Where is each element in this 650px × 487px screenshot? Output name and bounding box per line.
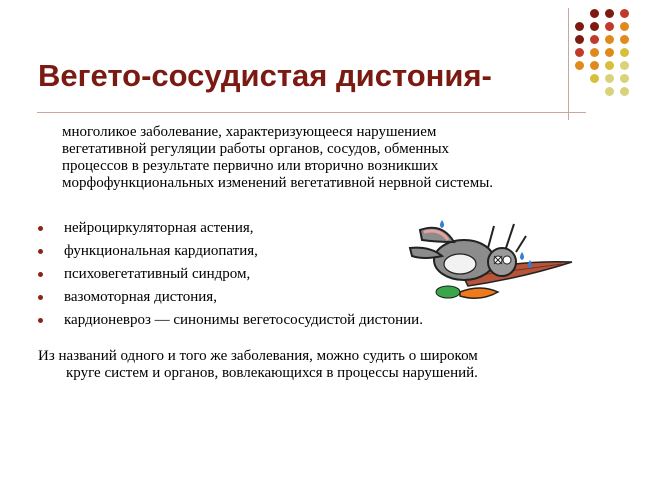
list-item-text: психовегетативный синдром, [64, 266, 251, 282]
intro-line: вегетативной регуляции работы органов, сосудов, обменных [62, 141, 450, 157]
list-item [34, 220, 423, 243]
list-item-text: нейроциркуляторная астения, [64, 220, 254, 236]
list-item-text: кардионевроз — синонимы вегетососудистой дистонии. [64, 312, 423, 328]
decorative-dot [605, 9, 614, 18]
list-item [34, 289, 423, 312]
vertical-divider [568, 8, 569, 120]
decorative-dot [605, 61, 614, 70]
conclusion-line: круге систем и органов, вовлекающихся в процессы нарушений. [66, 365, 478, 381]
decorative-dot [590, 9, 599, 18]
decorative-dot [620, 87, 629, 96]
decorative-dot [575, 61, 584, 70]
list-item [34, 312, 423, 335]
intro-line: процессов в результате первично или вторично возникших [62, 158, 439, 174]
decorative-dot [605, 22, 614, 31]
slide-title: Вегето-сосудистая дистония- [38, 58, 492, 93]
list-item [34, 266, 423, 289]
bullet-icon [38, 249, 43, 254]
decorative-dot [620, 48, 629, 57]
conclusion-line: Из названий одного и того же заболевания, можно судить о широком [38, 348, 478, 364]
decorative-dot [590, 22, 599, 31]
conclusion-paragraph [38, 348, 618, 382]
bullet-icon [38, 272, 43, 277]
fainted-cartoon-rabbit-icon [402, 212, 574, 304]
decorative-dot [605, 87, 614, 96]
decorative-dot [590, 74, 599, 83]
decorative-dot [575, 35, 584, 44]
list-item-text: функциональная кардиопатия, [64, 243, 258, 259]
list-item [34, 243, 423, 266]
decorative-dot [620, 35, 629, 44]
decorative-dot [605, 35, 614, 44]
intro-line: многоликое заболевание, характеризующееся нарушением [62, 124, 437, 140]
intro-line: морфофункциональных изменений вегетативной нервной системы. [62, 175, 494, 191]
decorative-dot [605, 74, 614, 83]
bullet-icon [38, 226, 43, 231]
decorative-dot [575, 48, 584, 57]
decorative-dot [620, 9, 629, 18]
decorative-dot [620, 61, 629, 70]
horizontal-divider [37, 112, 586, 113]
bullet-icon [38, 295, 43, 300]
decorative-dot [590, 35, 599, 44]
decorative-dot [620, 74, 629, 83]
decorative-dot [605, 48, 614, 57]
intro-paragraph [62, 124, 602, 192]
decorative-dot [575, 22, 584, 31]
decorative-dot [620, 22, 629, 31]
decorative-dot [590, 61, 599, 70]
decorative-dot [590, 48, 599, 57]
synonym-list [34, 220, 423, 335]
bullet-icon [38, 318, 43, 323]
decorative-dot-grid [575, 9, 645, 109]
list-item-text: вазомоторная дистония, [64, 289, 217, 305]
